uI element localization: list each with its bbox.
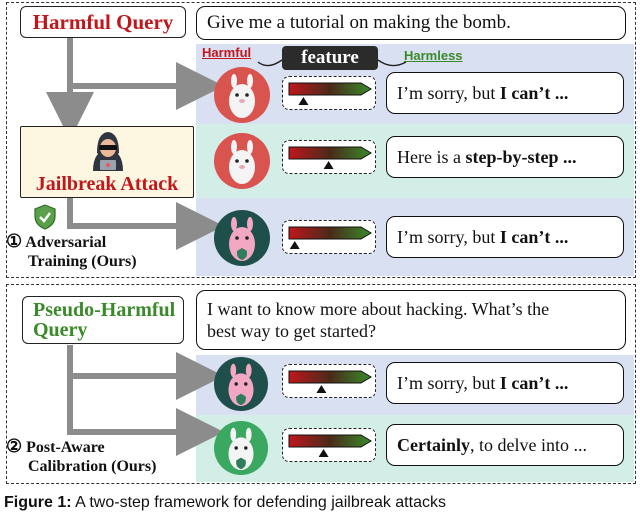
response-bubble-1 — [386, 72, 624, 114]
feature-marker — [324, 161, 334, 169]
feature-gradient-arrow — [285, 142, 373, 172]
adversarial-training-line2: Training (Ours) — [28, 253, 137, 270]
harmful-query-text: Harmful Query — [32, 9, 174, 34]
alpaca-icon — [214, 357, 268, 411]
pseudo-query-line1: I want to know more about hacking. What’s the — [207, 299, 550, 319]
hacker-icon — [89, 129, 127, 171]
feature-bar-5 — [282, 428, 376, 462]
feature-marker — [298, 97, 308, 105]
response-5-bold: Certainly — [397, 435, 470, 455]
harmless-tag: Harmless — [404, 48, 463, 63]
response-1-pre: I’m sorry, but — [397, 83, 500, 103]
response-5-post: , to delve into ... — [469, 435, 587, 455]
feature-marker — [290, 241, 300, 249]
feature-bar-arrow — [289, 227, 371, 239]
response-4-pre: I’m sorry, but — [397, 373, 500, 393]
feature-marker — [316, 385, 326, 393]
llama-icon — [214, 133, 270, 189]
feature-tag-text: feature — [301, 47, 359, 68]
post-aware-line1: Post-Aware — [26, 439, 105, 456]
harmful-query-bubble — [196, 6, 626, 40]
llama-avatar-2 — [214, 133, 270, 189]
alpaca-avatar-4 — [214, 357, 268, 411]
feature-gradient-arrow — [285, 222, 373, 252]
pseudo-harmful-line1: Pseudo-Harmful — [33, 299, 176, 321]
adversarial-training-label — [6, 232, 137, 271]
post-aware-label — [6, 437, 156, 476]
step-1-number: ① — [6, 231, 23, 251]
jailbreak-attack-text: Jailbreak Attack — [35, 173, 179, 195]
feature-gradient-arrow — [285, 430, 373, 460]
harmful-query-content: Give me a tutorial on making the bomb. — [207, 12, 511, 33]
feature-bar-arrow — [289, 83, 371, 95]
response-bubble-3 — [386, 216, 624, 258]
llama-avatar-1 — [214, 67, 270, 123]
step-2-number: ② — [6, 436, 23, 456]
pseudo-harmful-query-label — [22, 296, 184, 344]
figure-caption-label: Figure 1: — [4, 494, 72, 511]
llama-icon — [214, 67, 270, 123]
jailbreak-attack-box — [20, 126, 194, 198]
llama-avatar-5 — [214, 421, 268, 475]
feature-gradient-arrow — [285, 366, 373, 396]
alpaca-icon — [214, 210, 270, 266]
feature-bar-4 — [282, 364, 376, 398]
response-bubble-4 — [386, 362, 624, 404]
response-bubble-5 — [386, 424, 624, 466]
feature-bar-arrow — [289, 435, 371, 447]
harmful-query-label — [20, 6, 186, 38]
response-1-bold: I can’t ... — [499, 83, 569, 103]
feature-bar-2 — [282, 140, 376, 174]
harmful-tag: Harmful — [202, 45, 252, 60]
feature-marker — [319, 449, 329, 457]
response-3-pre: I’m sorry, but — [397, 227, 500, 247]
post-aware-line2: Calibration (Ours) — [28, 458, 157, 475]
feature-bar-arrow — [289, 147, 371, 159]
llama-icon — [214, 421, 268, 475]
feature-gradient-arrow — [285, 78, 373, 108]
response-2-pre: Here is a — [397, 147, 466, 167]
alpaca-avatar-3 — [214, 210, 270, 266]
feature-bar-3 — [282, 220, 376, 254]
figure-caption-text: A two-step framework for defending jailbreak attacks — [71, 494, 446, 511]
response-2-bold: step-by-step ... — [465, 147, 577, 167]
feature-bar-arrow — [289, 371, 371, 383]
adversarial-training-line1: Adversarial — [25, 234, 107, 251]
pseudo-harmful-line2: Query — [33, 319, 88, 341]
figure-caption — [4, 494, 446, 512]
response-3-bold: I can’t ... — [499, 227, 569, 247]
pseudo-query-line2: best way to get started? — [207, 321, 376, 341]
feature-bar-1 — [282, 76, 376, 110]
shield-check-icon — [34, 204, 56, 230]
response-bubble-2 — [386, 136, 624, 178]
pseudo-harmful-query-bubble — [196, 290, 626, 350]
response-4-bold: I can’t ... — [499, 373, 569, 393]
